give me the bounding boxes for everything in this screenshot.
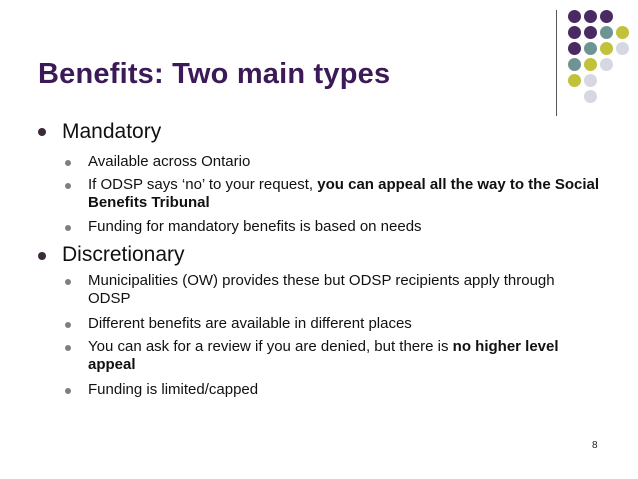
- mandatory-item-2: [88, 176, 608, 212]
- item-bold-text: you can appeal all the way to the Social Benefits Tribunal: [88, 176, 600, 211]
- bullet-dot: [65, 279, 71, 285]
- mandatory-item-1: [88, 153, 608, 171]
- item-text: You can ask for a review if you are denied, but there is: [88, 338, 453, 355]
- discretionary-heading: Discretionary: [62, 243, 185, 266]
- discretionary-item-3: [88, 338, 608, 374]
- item-text: Funding is limited/capped: [88, 381, 259, 398]
- item-bold-text: no higher level appeal: [88, 338, 559, 373]
- decor-dot: [584, 10, 597, 23]
- item-text: Available across Ontario: [88, 153, 251, 170]
- decor-dot: [584, 74, 597, 87]
- decor-dot: [616, 42, 629, 55]
- decor-dot: [584, 58, 597, 71]
- slide-title: Benefits: Two main types: [38, 58, 391, 90]
- bullet-dot: [38, 252, 46, 260]
- mandatory-heading: Mandatory: [62, 120, 162, 143]
- bullet-dot: [65, 160, 71, 166]
- decor-dot: [584, 90, 597, 103]
- bullet-dot: [65, 225, 71, 231]
- mandatory-item-3: [88, 218, 608, 236]
- decor-dot: [568, 10, 581, 23]
- discretionary-item-4: [88, 381, 608, 399]
- item-text: Municipalities (OW) provides these but ODSP recipients apply through ODSP: [88, 272, 555, 307]
- decor-dot: [568, 42, 581, 55]
- bullet-dot: [65, 388, 71, 394]
- page-number: 8: [592, 440, 598, 451]
- item-text: Different benefits are available in different places: [88, 315, 412, 332]
- bullet-dot: [65, 322, 71, 328]
- decor-dot: [584, 26, 597, 39]
- discretionary-item-2: [88, 315, 608, 333]
- bullet-dot: [38, 128, 46, 136]
- decor-dot: [568, 74, 581, 87]
- decor-dot: [584, 42, 597, 55]
- decor-dot: [568, 58, 581, 71]
- decor-dot: [600, 10, 613, 23]
- decor-dot: [600, 42, 613, 55]
- decor-dot: [600, 26, 613, 39]
- discretionary-item-1: [88, 272, 588, 308]
- decor-dot: [616, 26, 629, 39]
- item-text: If ODSP says ‘no’ to your request,: [88, 176, 318, 193]
- item-text: Funding for mandatory benefits is based on needs: [88, 218, 422, 235]
- bullet-dot: [65, 345, 71, 351]
- bullet-dot: [65, 183, 71, 189]
- decor-dot: [600, 58, 613, 71]
- decor-dot: [568, 26, 581, 39]
